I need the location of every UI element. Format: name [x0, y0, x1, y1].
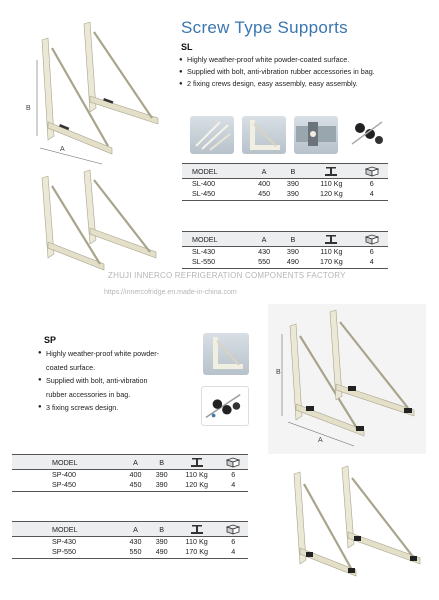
feature-item: ● Supplied with bolt, anti-vibration rubber accessories in bag. — [179, 66, 429, 78]
column-header-b: B — [149, 455, 175, 470]
sl-thumbnail-accessories — [346, 116, 390, 154]
b-cell: 490 — [278, 257, 307, 269]
sp-spec-table-1 — [12, 454, 248, 492]
load-column-header — [307, 164, 355, 179]
column-header-model: MODEL — [12, 522, 122, 537]
box-quantity-icon — [365, 166, 379, 177]
quantity-cell: 4 — [219, 480, 248, 492]
feature-item-continued: coated surface. — [46, 362, 96, 372]
watermark-url: https://innercofridge.en.made-in-china.com — [104, 289, 237, 296]
feature-item-continued: rubber accessories in bag. — [46, 389, 131, 399]
column-header-a: A — [122, 455, 148, 470]
sp-thumbnail-accessories — [201, 386, 249, 426]
quantity-cell: 6 — [231, 470, 236, 480]
table-row — [12, 470, 248, 480]
column-header-a: A — [122, 522, 148, 537]
sl-spec-table-1 — [182, 163, 388, 201]
b-cell: 390 — [286, 179, 299, 189]
column-header-b: B — [278, 232, 307, 247]
a-cell: 430 — [129, 537, 142, 547]
load-column-header — [175, 455, 219, 470]
sl-thumbnail-rods — [190, 116, 234, 154]
feature-item: ● 2 fixing crews design, easy assembly, easy assembly. — [179, 78, 429, 90]
dimension-a-label: A — [318, 437, 323, 444]
model-cell: SL-430 — [192, 247, 216, 257]
quantity-cell: 6 — [369, 179, 374, 189]
quantity-column-header — [219, 522, 248, 537]
load-cell: 170 Kg — [175, 547, 219, 559]
column-header-a: A — [250, 232, 279, 247]
column-header-b: B — [149, 522, 175, 537]
a-cell: 450 — [250, 189, 279, 201]
scale-weight-icon — [324, 234, 338, 245]
quantity-cell: 4 — [356, 257, 388, 269]
table-row — [12, 547, 248, 559]
quantity-cell: 4 — [356, 189, 388, 201]
column-header-b: B — [278, 164, 307, 179]
sl-feature-list — [179, 54, 429, 90]
quantity-column-header — [219, 455, 248, 470]
load-cell: 120 Kg — [307, 189, 355, 201]
model-cell: SP-400 — [52, 470, 76, 480]
model-cell: SL-400 — [192, 179, 216, 189]
sp-feature-list — [38, 347, 188, 415]
load-cell: 120 Kg — [175, 480, 219, 492]
sl-bracket-illustration-2 — [32, 168, 172, 280]
load-cell: 110 Kg — [320, 179, 343, 189]
table-row — [182, 179, 388, 189]
dimension-b-label: B — [26, 105, 31, 112]
feature-item: ● Highly weather-proof white powder- — [38, 347, 188, 361]
box-quantity-icon — [226, 457, 240, 468]
quantity-cell: 6 — [369, 247, 374, 257]
a-cell: 430 — [258, 247, 271, 257]
table-row — [182, 257, 388, 269]
a-cell: 550 — [250, 257, 279, 269]
column-header-model: MODEL — [182, 164, 250, 179]
a-cell: 400 — [129, 470, 142, 480]
scale-weight-icon — [190, 524, 204, 535]
sl-series-code: SL — [181, 42, 193, 52]
b-cell: 390 — [155, 470, 168, 480]
column-header-model: MODEL — [12, 455, 122, 470]
load-cell: 110 Kg — [320, 247, 343, 257]
sp-series-code: SP — [44, 335, 57, 345]
feature-item: ● Highly weather-proof white powder-coated surface. — [179, 54, 429, 66]
sp-thumbnail-corner — [203, 333, 249, 375]
model-cell: SP-450 — [12, 480, 122, 492]
scale-weight-icon — [324, 166, 338, 177]
b-cell: 390 — [155, 537, 168, 547]
table-row — [182, 247, 388, 257]
quantity-cell: 6 — [231, 537, 236, 547]
quantity-cell: 4 — [219, 547, 248, 559]
sl-spec-table-2 — [182, 231, 388, 269]
watermark-company: ZHUJI INNERCO REFRIGERATION COMPONENTS FACTORY — [108, 271, 346, 280]
load-column-header — [175, 522, 219, 537]
dimension-b-label: B — [276, 369, 281, 376]
sp-spec-table-2 — [12, 521, 248, 559]
load-cell: 110 Kg — [185, 470, 208, 480]
feature-item: ● 3 fixing screws design. — [38, 401, 188, 415]
load-cell: 170 Kg — [307, 257, 355, 269]
sp-bracket-illustration-2 — [284, 464, 430, 586]
b-cell: 390 — [286, 247, 299, 257]
a-cell: 450 — [122, 480, 148, 492]
column-header-model: MODEL — [182, 232, 250, 247]
table-row — [12, 480, 248, 492]
box-quantity-icon — [365, 234, 379, 245]
quantity-column-header — [356, 164, 388, 179]
scale-weight-icon — [190, 457, 204, 468]
box-quantity-icon — [226, 524, 240, 535]
sl-thumbnail-mount — [294, 116, 338, 154]
table-row — [12, 537, 248, 547]
sl-thumbnail-corner — [242, 116, 286, 154]
model-cell: SP-550 — [12, 547, 122, 559]
a-cell: 400 — [258, 179, 271, 189]
load-column-header — [307, 232, 355, 247]
b-cell: 390 — [149, 480, 175, 492]
page-title: Screw Type Supports — [181, 18, 348, 37]
a-cell: 550 — [122, 547, 148, 559]
table-row — [182, 189, 388, 201]
model-cell: SP-430 — [52, 537, 76, 547]
sl-bracket-illustration — [20, 18, 170, 158]
model-cell: SL-450 — [182, 189, 250, 201]
model-cell: SL-550 — [182, 257, 250, 269]
column-header-a: A — [250, 164, 279, 179]
b-cell: 490 — [149, 547, 175, 559]
quantity-column-header — [356, 232, 388, 247]
sp-bracket-illustration — [268, 304, 426, 454]
b-cell: 390 — [278, 189, 307, 201]
dimension-a-label: A — [60, 146, 65, 153]
feature-item: ● Supplied with bolt, anti-vibration — [38, 374, 188, 388]
load-cell: 110 Kg — [185, 537, 208, 547]
